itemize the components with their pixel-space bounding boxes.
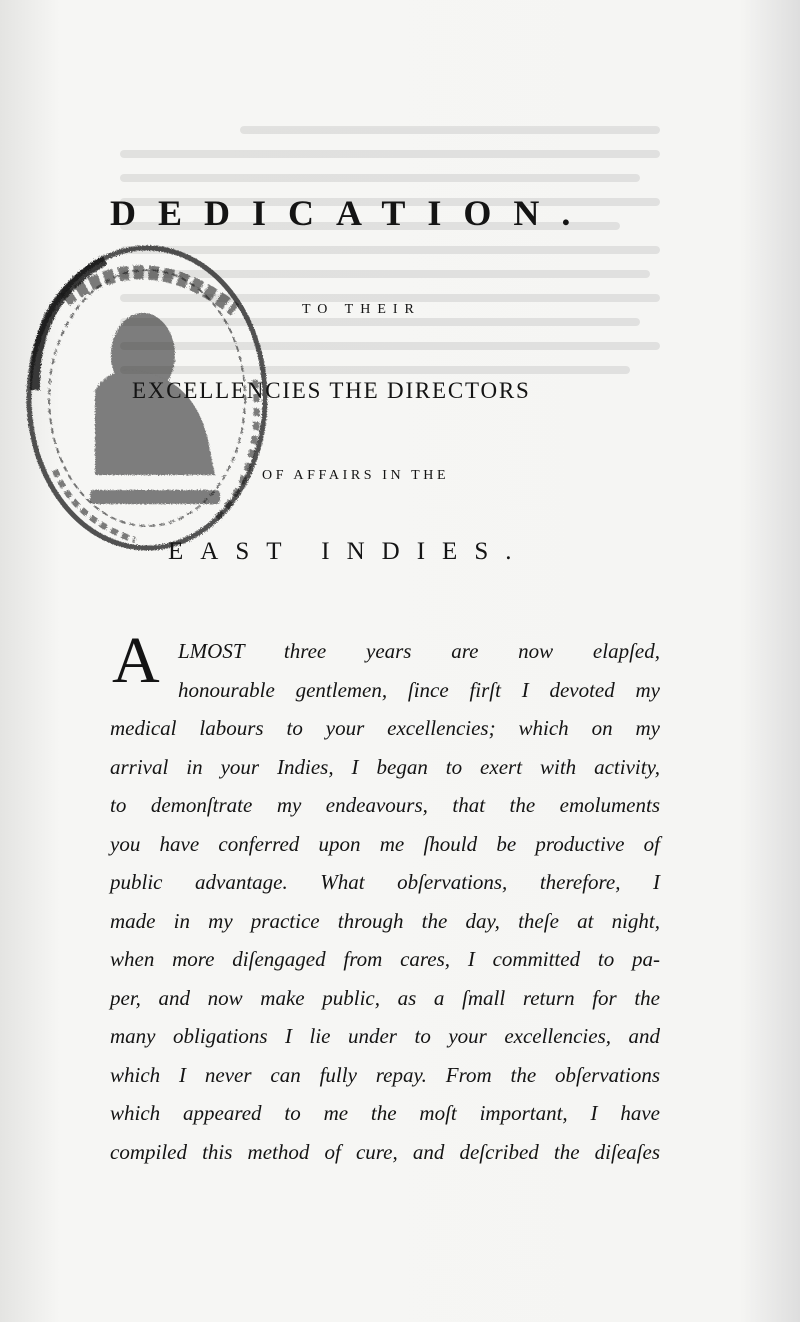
address-east-indies: EAST INDIES. [168,538,529,565]
body-line: honourable gentlemen, ſince firſt I devoted my [178,677,660,702]
address-affairs: OF AFFAIRS IN THE [262,468,450,483]
body-line: many obligations I lie under to your excellencies, and [110,1024,660,1048]
address-excellencies: EXCELLENCIES THE DIRECTORS [132,378,531,403]
drop-cap: A [112,624,160,697]
body-line: made in my practice through the day, theſe at night, [110,908,660,933]
page-title: DEDICATION. [110,193,593,233]
body-line: which appeared to me the moſt important, I have [110,1101,660,1125]
body-line: you have conferred upon me ſhould be productive of [110,831,660,856]
body-line: when more diſengaged from cares, I committed to pa- [110,947,660,971]
body-line: per, and now make public, as a ſmall return for the [110,985,660,1010]
address-to-their: TO THEIR [302,302,421,317]
body-line: compiled this method of cure, and deſcribed the diſeaſes [110,1139,660,1164]
body-line: which I never can fully repay. From the obſervations [110,1062,660,1087]
body-line: medical labours to your excellencies; which on my [110,716,660,740]
body-line: LMOST three years are now elapſed, [178,639,660,663]
body-line: to demonſtrate my endeavours, that the emoluments [110,793,660,817]
body-line: public advantage. What obſervations, therefore, I [110,870,660,894]
body-line: arrival in your Indies, I began to exert with activity, [110,754,660,779]
dedication-body [110,632,660,1171]
